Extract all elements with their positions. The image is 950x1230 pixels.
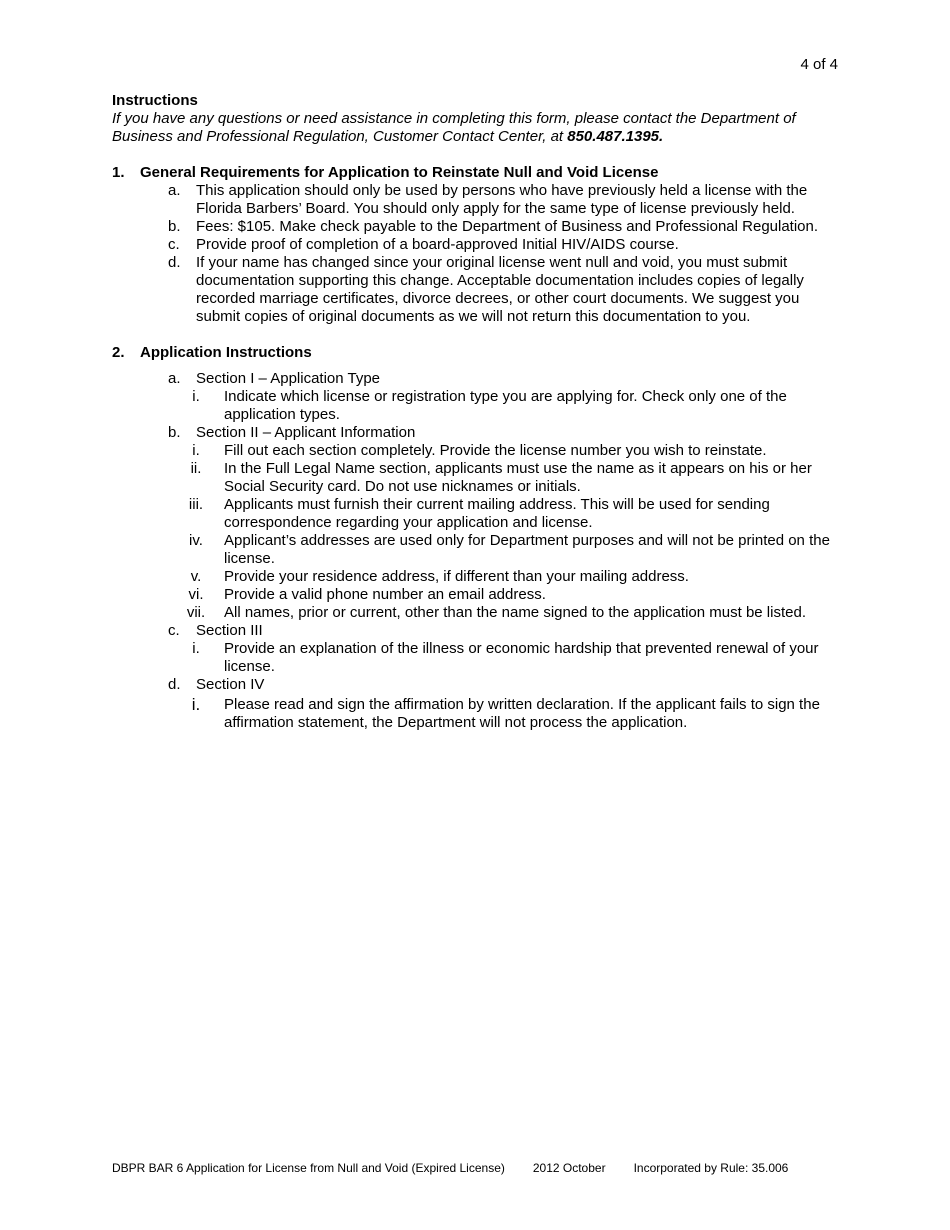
item-text: Indicate which license or registration type you are applying for. Check only one of the application types. xyxy=(224,388,787,423)
subsection-heading xyxy=(112,424,840,442)
list-item xyxy=(112,604,840,622)
item-label: i. xyxy=(192,388,200,405)
page-number: 4 of 4 xyxy=(800,56,838,73)
subsection-heading xyxy=(112,676,840,694)
list-item xyxy=(112,218,840,236)
list-item xyxy=(112,586,840,604)
item-text: Provide your residence address, if different than your mailing address. xyxy=(224,568,689,585)
item-text: Applicants must furnish their current mailing address. This will be used for sending correspondence regarding your application and license. xyxy=(224,496,770,531)
subsection-label: a. xyxy=(168,370,181,387)
footer-form-title: DBPR BAR 6 Application for License from Null and Void (Expired License) xyxy=(112,1161,505,1175)
item-label: v. xyxy=(190,568,202,585)
item-label: iv. xyxy=(189,532,203,549)
list-item xyxy=(112,640,840,676)
list-item xyxy=(112,568,840,586)
item-label: iii. xyxy=(188,496,204,513)
page-footer xyxy=(112,1159,788,1177)
subsection-label: d. xyxy=(168,676,181,693)
list-item xyxy=(112,532,840,568)
subsection-title: Section II – Applicant Information xyxy=(196,424,416,441)
item-label: vi. xyxy=(188,586,204,603)
list-item xyxy=(112,442,840,460)
item-text: If your name has changed since your original license went null and void, you must submit documentation supporting this change. Acceptable documentation includes copies of legally recorded marriage certificates, divorce decrees, or other court documents. We suggest you submit copies of original documents as we will not return this documentation to you. xyxy=(196,254,804,325)
section-title: Application Instructions xyxy=(140,344,312,361)
item-label: c. xyxy=(168,236,180,253)
section-application-instructions xyxy=(112,344,840,732)
list-item xyxy=(112,460,840,496)
item-label: vii. xyxy=(186,604,206,621)
list-item xyxy=(112,696,840,732)
item-label: i. xyxy=(191,695,201,714)
document-body xyxy=(112,92,840,732)
item-text: Fill out each section completely. Provide the license number you wish to reinstate. xyxy=(224,442,767,459)
list-item xyxy=(112,496,840,532)
item-text: Provide proof of completion of a board-approved Initial HIV/AIDS course. xyxy=(196,236,679,253)
list-item xyxy=(112,236,840,254)
item-label: b. xyxy=(168,218,181,235)
section-number: 2. xyxy=(112,344,125,361)
intro-text: If you have any questions or need assistance in completing this form, please contact the Department of Business and Professional Regulation, Customer Contact Center, at xyxy=(112,110,796,145)
item-text: Please read and sign the affirmation by written declaration. If the applicant fails to sign the affirmation statement, the Department will not process the application. xyxy=(224,696,820,731)
subsection-heading xyxy=(112,370,840,388)
item-text: Fees: $105. Make check payable to the Department of Business and Professional Regulation. xyxy=(196,218,819,235)
contact-phone: 850.487.1395. xyxy=(567,128,664,145)
item-label: i. xyxy=(192,640,200,657)
section-number: 1. xyxy=(112,164,125,181)
item-text: All names, prior or current, other than the name signed to the application must be listed. xyxy=(224,604,806,621)
section-title: General Requirements for Application to Reinstate Null and Void License xyxy=(140,164,659,181)
subsection-title: Section I – Application Type xyxy=(196,370,381,387)
list-item xyxy=(112,254,840,326)
instructions-heading: Instructions xyxy=(112,92,198,109)
item-text: Provide a valid phone number an email address. xyxy=(224,586,546,603)
item-text: This application should only be used by persons who have previously held a license with the Florida Barbers’ Board. You should only apply for the same type of license previously held. xyxy=(196,182,808,217)
item-text: Provide an explanation of the illness or economic hardship that prevented renewal of your license. xyxy=(224,640,819,675)
section-general-requirements xyxy=(112,164,840,326)
footer-date: 2012 October xyxy=(532,1161,606,1175)
item-label: i. xyxy=(192,442,200,459)
subsection-title: Section III xyxy=(196,622,263,639)
item-label: d. xyxy=(168,254,181,271)
item-label: a. xyxy=(168,182,181,199)
item-label: ii. xyxy=(190,460,202,477)
subsection-title: Section IV xyxy=(196,676,265,693)
list-item xyxy=(112,182,840,218)
item-text: In the Full Legal Name section, applicants must use the name as it appears on his or her Social Security card. Do not use nicknames or initials. xyxy=(224,460,812,495)
instructions-intro xyxy=(112,110,840,146)
subsection-heading xyxy=(112,622,840,640)
subsection-label: b. xyxy=(168,424,181,441)
list-item xyxy=(112,388,840,424)
item-text: Applicant’s addresses are used only for Department purposes and will not be printed on the license. xyxy=(224,532,830,567)
footer-rule: Incorporated by Rule: 35.006 xyxy=(633,1161,789,1175)
subsection-label: c. xyxy=(168,622,180,639)
